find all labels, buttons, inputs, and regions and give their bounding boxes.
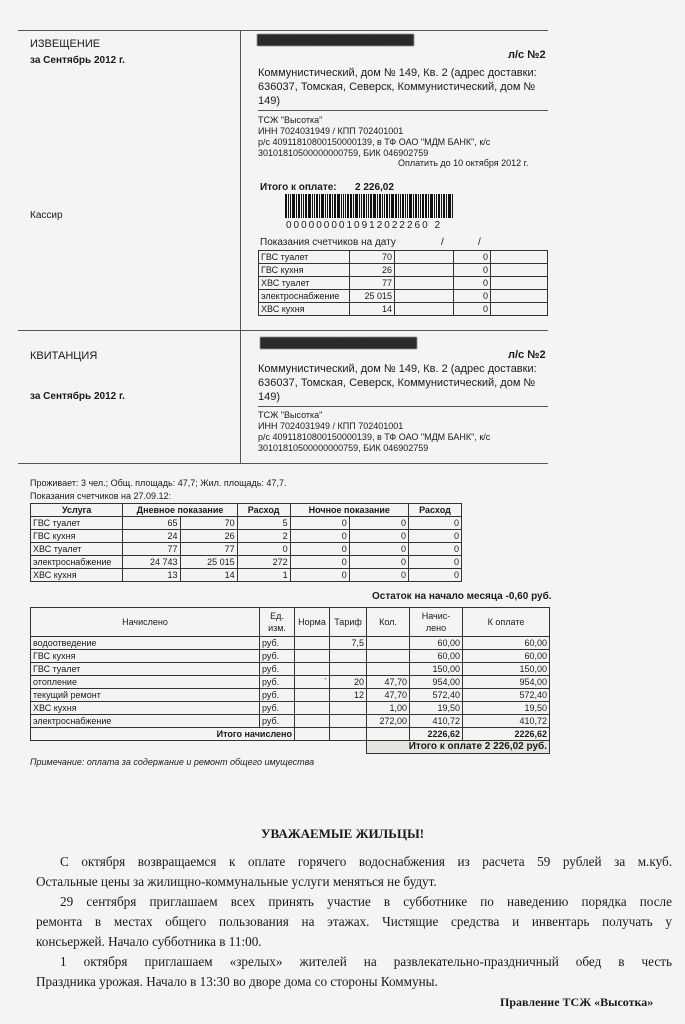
table-header-row: Начислено Ед. изм. Норма Тариф Кол. Начис-лено К оплате xyxy=(31,608,550,637)
barcode-bar xyxy=(337,194,340,218)
table-cell: 47,70 xyxy=(367,689,410,702)
notice-owner-name: Булычева Надежда Васильевна xyxy=(257,34,414,46)
receipt-title: КВИТАНЦИЯ xyxy=(30,350,98,362)
barcode-bar xyxy=(329,194,331,218)
barcode-bar xyxy=(413,194,414,218)
table-cell: руб. xyxy=(260,637,295,650)
barcode-bar xyxy=(400,194,401,218)
org-line: ИНН 7024031949 / КПП 702401001 xyxy=(258,421,404,431)
address-line: 149) xyxy=(258,95,281,107)
table-cell xyxy=(295,637,330,650)
table-cell xyxy=(330,650,367,663)
org-line: р/с 40911810800150000139, в ТФ ОАО "МДМ БАНК", к/с xyxy=(258,432,491,442)
table-cell: отопление xyxy=(31,676,260,689)
table-cell xyxy=(330,702,367,715)
paragraph-line: 29 сентября приглашаем всех принять участие в субботнике по наведению порядка после xyxy=(60,894,672,909)
org-line: 30101810500000000759, БИК 046902759 xyxy=(258,148,429,158)
barcode-bar xyxy=(363,194,365,218)
barcode-bar xyxy=(398,194,399,218)
table-cell: 60,00 xyxy=(463,650,550,663)
table-cell: текущий ремонт xyxy=(31,689,260,702)
announcement-body xyxy=(36,852,672,992)
barcode-bar xyxy=(308,194,311,218)
barcode-bar xyxy=(368,194,369,218)
barcode-bar xyxy=(319,194,320,218)
table-cell: ХВС кухня xyxy=(31,702,260,715)
table-cell: 12 xyxy=(330,689,367,702)
table-cell: 60,00 xyxy=(410,637,463,650)
table-cell: руб. xyxy=(260,650,295,663)
barcode-bar xyxy=(446,194,447,218)
table-row: ХВС туалет 77 0 xyxy=(259,277,548,290)
org-line: ИНН 7024031949 / КПП 702401001 xyxy=(258,126,404,136)
paragraph-line: ремонта в местах общего пользования на этажах. Чистящие средства и инвентарь получать у xyxy=(36,914,672,929)
receipt-residents: Проживает: 3 чел.; Общ. площадь: 47,7; Жил. площадь: 47,7. xyxy=(30,478,287,488)
barcode-bar xyxy=(366,194,367,218)
barcode-bar xyxy=(377,194,378,218)
table-cell: ГВС кухня xyxy=(31,650,260,663)
barcode-bar xyxy=(402,194,404,218)
barcode-bar xyxy=(422,194,424,218)
barcode-number: 0000000010912022260 2 xyxy=(286,220,443,231)
barcode-bar xyxy=(303,194,304,218)
org-line: ТСЖ "Высотка" xyxy=(258,115,323,125)
table-cell: 1,00 xyxy=(367,702,410,715)
table-cell: ` xyxy=(295,676,330,689)
notice-address xyxy=(258,66,537,108)
table-cell: руб. xyxy=(260,689,295,702)
grand-total-row xyxy=(31,741,550,754)
receipt-period: за Сентябрь 2012 г. xyxy=(30,391,125,402)
paragraph-line: С октября возвращаемся к оплате горячего водоснабжения из расчета 59 рублей за м.куб. xyxy=(60,854,672,869)
barcode-bar xyxy=(296,194,297,218)
barcode-bar xyxy=(448,194,451,218)
table-row: ХВС туалет 77 77 0 0 0 0 xyxy=(31,543,462,556)
table-cell: 7,5 xyxy=(330,637,367,650)
receipt-charges-table xyxy=(30,607,550,754)
barcode-bar xyxy=(441,194,442,218)
barcode-bar xyxy=(285,194,287,218)
notice-pay-until: Оплатить до 10 октября 2012 г. xyxy=(398,158,529,168)
table-cell: 150,00 xyxy=(410,663,463,676)
barcode-bar xyxy=(382,194,383,218)
table-row xyxy=(31,637,550,650)
charges-total-accrued: 2226,62 xyxy=(410,728,463,741)
barcode-bar xyxy=(391,194,394,218)
table-cell: руб. xyxy=(260,702,295,715)
paragraph-line: 1 октября приглашаем «зрелых» жителей на развлекательно-праздничный обед в честь xyxy=(60,954,672,969)
barcode xyxy=(285,194,454,218)
barcode-bar xyxy=(341,194,342,218)
table-cell: руб. xyxy=(260,715,295,728)
address-line: 636037, Томская, Северск, Коммунистический, дом № xyxy=(258,81,536,93)
barcode-bar xyxy=(373,194,376,218)
barcode-bar xyxy=(452,194,453,218)
table-row xyxy=(31,715,550,728)
grand-total: Итого к оплате 2 226,02 руб. xyxy=(367,741,550,754)
table-cell: 60,00 xyxy=(463,637,550,650)
table-row: ГВС туалет 65 70 5 0 0 0 xyxy=(31,517,462,530)
barcode-bar xyxy=(384,194,385,218)
notice-account: л/с №2 xyxy=(508,49,546,61)
table-row: ГВС кухня 24 26 2 0 0 0 xyxy=(31,530,462,543)
table-row: электроснабжение 25 015 0 xyxy=(259,290,548,303)
table-cell xyxy=(367,637,410,650)
table-row: ХВС кухня 13 14 1 0 0 0 xyxy=(31,569,462,582)
receipt-meters-table xyxy=(30,503,462,582)
announcement-signature: Правление ТСЖ «Высотка» xyxy=(500,995,654,1009)
barcode-bar xyxy=(359,194,360,218)
paragraph-line: консьержей. Начало субботника в 11:00. xyxy=(36,934,262,949)
barcode-bar xyxy=(379,194,381,218)
paragraph-line: Остальные цены за жилищно-коммунальные услуги меняться не будут. xyxy=(36,874,437,889)
barcode-bar xyxy=(321,194,324,218)
paragraph-line: Праздника урожая. Начало в 13:30 во дворе дома со стороны Коммуны. xyxy=(36,974,438,989)
barcode-bar xyxy=(316,194,318,218)
table-cell: руб. xyxy=(260,676,295,689)
barcode-bar xyxy=(292,194,295,218)
barcode-bar xyxy=(425,194,427,218)
receipt-org xyxy=(258,410,490,454)
barcode-bar xyxy=(355,194,358,218)
table-cell xyxy=(295,663,330,676)
receipt-account: л/с №2 xyxy=(508,349,546,361)
org-line: 30101810500000000759, БИК 046902759 xyxy=(258,443,429,453)
address-line: 149) xyxy=(258,391,281,403)
table-cell: водоотведение xyxy=(31,637,260,650)
barcode-bar xyxy=(312,194,313,218)
barcode-bar xyxy=(298,194,300,218)
barcode-bar xyxy=(443,194,445,218)
barcode-bar xyxy=(314,194,315,218)
date-slash: / xyxy=(478,237,481,248)
table-cell xyxy=(295,650,330,663)
notice-total-label: Итого к оплате: xyxy=(260,182,337,193)
table-cell: ГВС туалет xyxy=(31,663,260,676)
receipt-address xyxy=(258,362,537,404)
barcode-bar xyxy=(350,194,352,218)
barcode-bar xyxy=(430,194,433,218)
date-slash: / xyxy=(441,237,444,248)
notice-period: за Сентябрь 2012 г. xyxy=(30,55,125,66)
table-cell: 954,00 xyxy=(463,676,550,689)
table-row xyxy=(31,702,550,715)
table-cell: 272,00 xyxy=(367,715,410,728)
table-row: ХВС кухня 14 0 xyxy=(259,303,548,316)
table-row: электроснабжение 24 743 25 015 272 0 0 0 xyxy=(31,556,462,569)
table-cell: 19,50 xyxy=(410,702,463,715)
barcode-bar xyxy=(288,194,289,218)
table-cell: электроснабжение xyxy=(31,715,260,728)
table-row xyxy=(31,663,550,676)
table-cell: 20 xyxy=(330,676,367,689)
barcode-bar xyxy=(290,194,291,218)
notice-meters-table xyxy=(258,250,548,316)
barcode-bar xyxy=(343,194,344,218)
receipt-meters-date: Показания счетчиков на 27.09.12: xyxy=(30,491,171,501)
barcode-bar xyxy=(409,194,412,218)
receipt-note: Примечание: оплата за содержание и ремонт общего имущества xyxy=(30,757,315,767)
barcode-bar xyxy=(407,194,408,218)
table-row: ГВС туалет 70 0 xyxy=(259,251,548,264)
address-line: Коммунистический, дом № 149, Кв. 2 (адрес доставки: xyxy=(258,363,537,375)
charges-total-pay: 2226,62 xyxy=(463,728,550,741)
table-row xyxy=(31,650,550,663)
barcode-bar xyxy=(428,194,429,218)
barcode-bar xyxy=(420,194,421,218)
table-cell xyxy=(367,663,410,676)
barcode-bar xyxy=(415,194,417,218)
barcode-bar xyxy=(361,194,362,218)
barcode-bar xyxy=(395,194,397,218)
barcode-bar xyxy=(370,194,372,218)
notice-cashier: Кассир xyxy=(30,210,63,221)
barcode-bar xyxy=(353,194,354,218)
barcode-bar xyxy=(332,194,333,218)
barcode-bar xyxy=(327,194,328,218)
barcode-bar xyxy=(434,194,435,218)
table-row: ГВС кухня 26 0 xyxy=(259,264,548,277)
notice-org xyxy=(258,115,490,159)
table-cell: 572,40 xyxy=(463,689,550,702)
barcode-bar xyxy=(347,194,349,218)
table-cell: 572,40 xyxy=(410,689,463,702)
barcode-bar xyxy=(405,194,406,218)
barcode-bar xyxy=(436,194,437,218)
table-cell: 47,70 xyxy=(367,676,410,689)
table-cell xyxy=(330,663,367,676)
table-cell: 19,50 xyxy=(463,702,550,715)
announcement-title: УВАЖАЕМЫЕ ЖИЛЬЦЫ! xyxy=(260,826,425,841)
barcode-bar xyxy=(334,194,336,218)
charges-total-row xyxy=(31,728,550,741)
address-line: 636037, Томская, Северск, Коммунистический, дом № xyxy=(258,377,536,389)
table-row xyxy=(31,689,550,702)
barcode-bar xyxy=(301,194,302,218)
address-line: Коммунистический, дом № 149, Кв. 2 (адрес доставки: xyxy=(258,67,537,79)
barcode-bar xyxy=(345,194,346,218)
notice-total-value: 2 226,02 xyxy=(355,182,394,193)
table-cell: 410,72 xyxy=(463,715,550,728)
barcode-bar xyxy=(389,194,390,218)
org-line: р/с 40911810800150000139, в ТФ ОАО "МДМ БАНК", к/с xyxy=(258,137,491,147)
receipt-balance: Остаток на начало месяца -0,60 руб. xyxy=(372,591,552,602)
barcode-bar xyxy=(418,194,419,218)
table-cell: 954,00 xyxy=(410,676,463,689)
table-cell: 150,00 xyxy=(463,663,550,676)
org-line: ТСЖ "Высотка" xyxy=(258,410,323,420)
table-cell xyxy=(295,689,330,702)
barcode-bar xyxy=(325,194,326,218)
table-cell: 410,72 xyxy=(410,715,463,728)
table-cell xyxy=(295,715,330,728)
table-cell xyxy=(330,715,367,728)
charges-total-label: Итого начислено xyxy=(31,728,295,741)
barcode-bar xyxy=(438,194,440,218)
notice-meters-title: Показания счетчиков на дату xyxy=(260,237,396,248)
receipt-owner-name: Булычева Надежда Васильевна xyxy=(260,337,417,349)
barcode-bar xyxy=(305,194,307,218)
notice-title: ИЗВЕЩЕНИЕ xyxy=(30,38,101,50)
table-cell: руб. xyxy=(260,663,295,676)
table-cell xyxy=(367,650,410,663)
table-cell: 60,00 xyxy=(410,650,463,663)
table-header-row: Услуга Дневное показание Расход Ночное показание Расход xyxy=(31,504,462,517)
table-row xyxy=(31,676,550,689)
barcode-bar xyxy=(386,194,388,218)
table-cell xyxy=(295,702,330,715)
